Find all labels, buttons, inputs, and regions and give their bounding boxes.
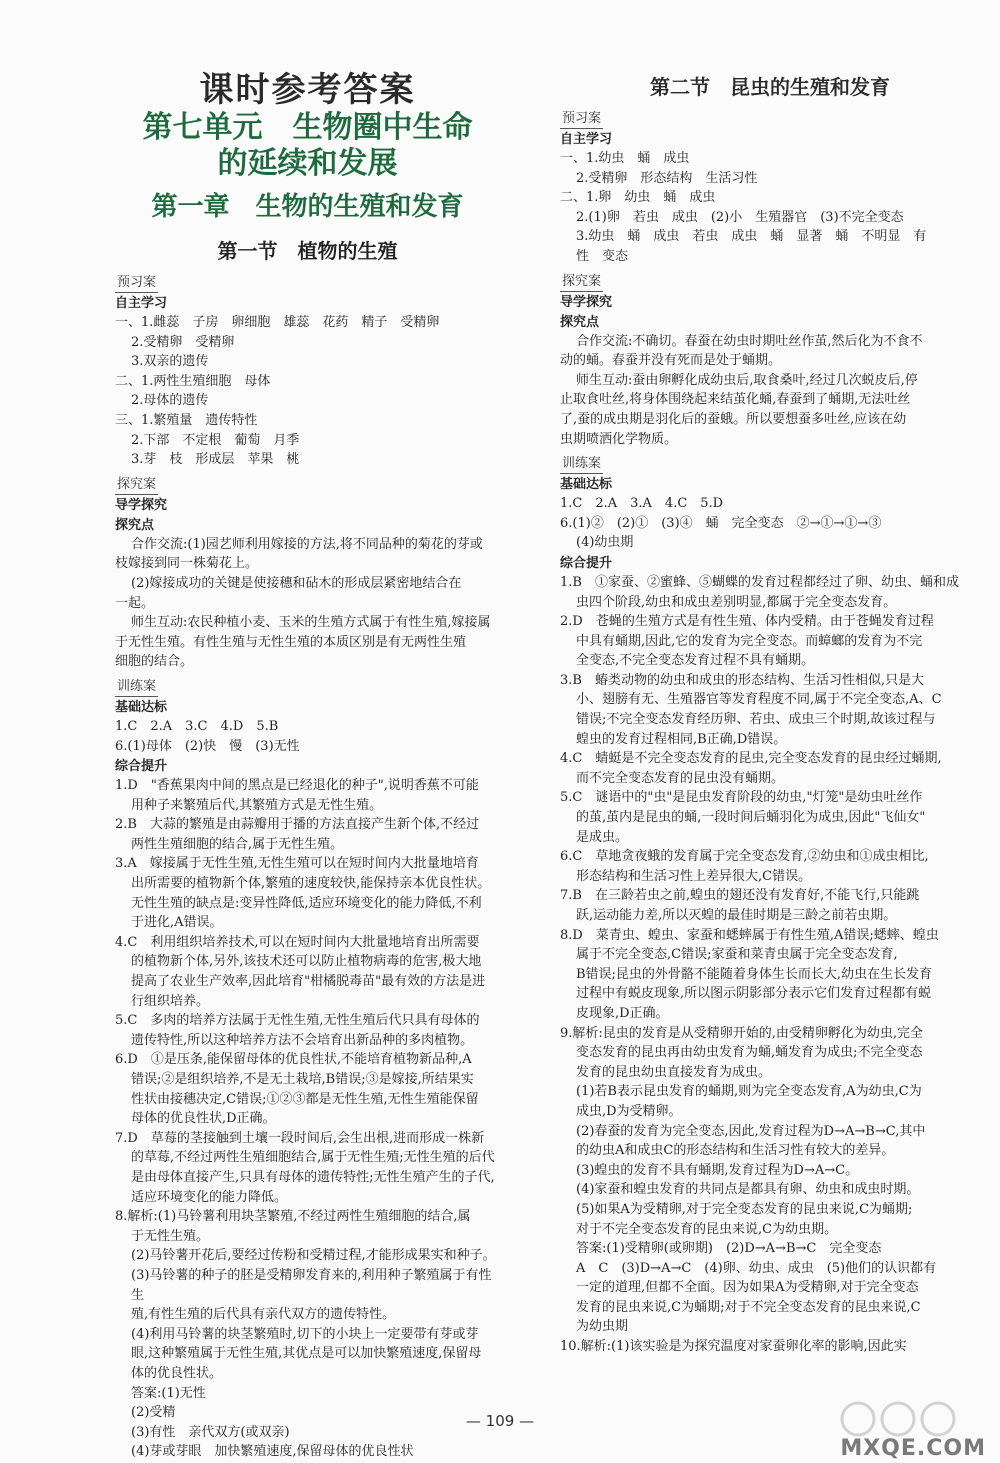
chapter-title: 第一章 生物的生殖和发育 <box>151 192 464 222</box>
line-row <box>115 633 500 653</box>
answer-line: 提高了农业生产效率,因此培育"柑橘脱毒苗"最有效的方法是进 <box>131 974 486 990</box>
answer-line: 体的优良性状。 <box>131 1365 223 1381</box>
line-row <box>115 295 500 313</box>
page-number: — 109 — <box>465 1412 535 1430</box>
answer-line: (3)蝗虫的发育不具有蛹期,发育过程为D→A→C。 <box>576 1162 859 1178</box>
line-row <box>560 1239 980 1259</box>
line-row <box>115 391 500 411</box>
answer-line: 2.受精卵 受精卵 <box>131 334 235 350</box>
answer-line: 出所需要的植物新个体,繁殖的速度较快,能保持亲本优良性状。 <box>131 876 491 892</box>
answer-line: 一起。 <box>115 595 155 611</box>
line-row <box>115 717 500 737</box>
line-row <box>560 351 980 371</box>
line-row <box>115 1305 500 1325</box>
answer-line: 3.双亲的遗传 <box>131 354 209 370</box>
answer-line: 合作交流:不确切。春蚕在幼虫时期吐丝作茧,然后化为不食不 <box>576 333 923 349</box>
answer-line: 2.受精卵 形态结构 生活习性 <box>576 170 758 186</box>
answer-line: 虫期喷洒化学物质。 <box>560 431 678 447</box>
line-row <box>115 1109 500 1129</box>
line-row <box>560 208 980 228</box>
answer-line: 的幼虫A和成虫C的形态结构和生活习性有较大的差异。 <box>576 1143 895 1159</box>
answer-line: 发育的昆虫来说,C为蛹期;对于不完全变态发育的昆虫来说,C <box>576 1299 921 1315</box>
line-row <box>560 965 980 985</box>
right-column <box>560 70 980 1357</box>
line-row <box>115 333 500 353</box>
answer-line: 答案:(1)受精卵(或卵期) (2)D→A→B→C 完全变态 <box>576 1241 882 1257</box>
section-title-right: 第二节 昆虫的生殖和发育 <box>650 75 890 99</box>
line-row <box>560 1337 980 1357</box>
answer-line: 枝嫁接到同一株菊花上。 <box>115 556 259 572</box>
answer-line: 5.C 多肉的培养方法属于无性生殖,无性生殖后代只具有母体的 <box>115 1013 480 1029</box>
answer-line: 变态发育的昆虫再由幼虫发育为蛹,蛹发育为成虫;不完全变态 <box>576 1045 923 1061</box>
line-row <box>560 371 980 391</box>
line-row <box>115 1090 500 1110</box>
line-row <box>560 267 980 292</box>
answer-line: 3.幼虫 蛹 成虫 若虫 成虫 蛹 显著 蛹 不明显 有 <box>576 229 927 245</box>
answer-line: 蝗虫的发育过程相同,B正确,D错误。 <box>576 731 787 747</box>
answer-line: 5.C 谜语中的"虫"是昆虫发育阶段的幼虫,"灯笼"是幼虫吐丝作 <box>560 790 923 806</box>
line-row <box>115 913 500 933</box>
line-row <box>560 1161 980 1181</box>
line-row <box>560 247 980 267</box>
line-row <box>560 593 980 613</box>
line-row <box>115 1011 500 1031</box>
subsection-heading: 自主学习 <box>560 132 613 147</box>
page-title: 课时参考答案 <box>199 70 416 110</box>
answer-line: 2.(1)卵 若虫 成虫 (2)小 生殖器官 (3)不完全变态 <box>576 209 904 225</box>
subsection-heading: 探究点 <box>560 314 600 330</box>
answer-line: 性状由接穗决定,C错误;①②③都是无性生殖,无性生殖能保留 <box>131 1091 479 1107</box>
answer-line: 7.D 草莓的茎接触到土壤一段时间后,会生出根,进而形成一株新 <box>115 1130 485 1146</box>
answer-line: 4.C 利用组织培养技术,可以在短时间内大批量地培育出所需要 <box>115 934 480 950</box>
answer-line: 全变态,不完全变态发育过程不具有蛹期。 <box>576 653 815 669</box>
line-row <box>560 1043 980 1063</box>
line-row <box>560 984 980 1004</box>
answer-line: 属于不完全变态,C错误;家蚕和菜青虫属于完全变态发育, <box>576 947 898 963</box>
line-row <box>115 1031 500 1051</box>
line-row <box>115 1148 500 1168</box>
answer-line: 10.解析:(1)该实验是为探究温度对家蚕卵化率的影响,因此实 <box>560 1339 907 1355</box>
answer-line: 止取食吐丝,将身体围绕起来结茧化蛹,春蚕到了蛹期,无法吐丝 <box>560 392 911 408</box>
line-row <box>115 1129 500 1149</box>
line-row <box>560 1141 980 1161</box>
answer-line: 于进化,A错误。 <box>131 915 223 931</box>
answer-line: 7.B 在三龄若虫之前,蝗虫的翅还没有发育好,不能飞行,只能跳 <box>560 888 920 904</box>
section-heading: 预习案 <box>115 274 158 293</box>
answer-line: 6.(1)② (2)① (3)④ 蛹 完全变态 ②→①→①→③ <box>560 515 882 531</box>
answer-line: 的植物新个体,另外,该技术还可以防止植物病毒的危害,极大地 <box>131 954 482 970</box>
answer-line: 错误;不完全变态发育经历卵、若虫、成虫三个时期,故该过程与 <box>576 712 936 728</box>
line-row <box>115 796 500 816</box>
answer-line: 答案:(1)无性 <box>131 1385 206 1401</box>
answer-line: 1.B ①家蚕、②蜜蜂、⑤蝴蝶的发育过程都经过了卵、幼虫、蛹和成 <box>560 574 959 590</box>
subsection-heading: 综合提升 <box>560 555 613 571</box>
answer-line: 1.C 2.A 3.C 4.D 5.B <box>115 718 279 734</box>
line-row <box>560 390 980 410</box>
answer-line: 三、1.繁殖量 遗传特性 <box>115 412 258 428</box>
line-row <box>115 672 500 697</box>
line-row <box>115 1168 500 1188</box>
answer-line: 一、1.幼虫 蛹 成虫 <box>560 151 690 166</box>
answer-line: 9.解析:昆虫的发育是从受精卵开始的,由受精卵孵化为幼虫,完全 <box>560 1025 924 1041</box>
section-heading: 探究案 <box>560 273 603 292</box>
answer-line: 虫四个阶段,幼虫和成虫差别明显,都属于完全变态发育。 <box>576 594 897 610</box>
answer-line: 适应环境变化的能力降低。 <box>131 1189 288 1205</box>
answer-line: 2.下部 不定根 葡萄 月季 <box>131 432 300 448</box>
line-row <box>560 906 980 926</box>
line-row <box>560 188 980 208</box>
answer-line: 中具有蛹期,因此,它的发育为完全变态。而蟑螂的发育为不完 <box>576 633 923 649</box>
line-row <box>115 874 500 894</box>
line-row <box>560 1278 980 1298</box>
line-row <box>115 815 500 835</box>
line-row <box>115 1050 500 1070</box>
answer-line: 对于不完全变态发育的昆虫来说,C为幼虫期。 <box>576 1221 838 1237</box>
watermark-text: MXQE.COM <box>840 1436 986 1461</box>
section-heading: 探究案 <box>115 476 158 495</box>
answer-line: 4.C 蜻蜓是不完全变态发育的昆虫,完全变态发育的昆虫经过蛹期, <box>560 751 942 767</box>
line-row <box>115 517 500 535</box>
line-row <box>560 514 980 534</box>
line-row <box>115 835 500 855</box>
unit-title-line2: 的延续和发展 <box>217 146 398 181</box>
line-row <box>115 1442 500 1462</box>
line-row <box>560 533 980 553</box>
line-row <box>115 613 500 633</box>
line-row <box>115 497 500 515</box>
answer-line: 了,蚕的成虫期是羽化后的蚕蛾。所以要想蚕多吐丝,应该在幼 <box>560 411 907 427</box>
line-row <box>560 104 980 129</box>
answer-line: 8.D 菜青虫、蝗虫、家蚕和蟋蟀属于有性生殖,A错误;蟋蟀、蝗虫 <box>560 927 939 943</box>
answer-line: 殖,有性生殖的后代具有亲代双方的遗传特性。 <box>131 1307 396 1323</box>
line-row <box>560 1063 980 1083</box>
line-row <box>560 886 980 906</box>
answer-line: 动的蛹。春蚕并没有死而是处于蛹期。 <box>560 353 782 369</box>
answer-line: (1)若B表示昆虫发育的蛹期,则为完全变态发育,A为幼虫,C为 <box>576 1084 922 1100</box>
line-row <box>115 574 500 594</box>
line-row <box>560 227 980 247</box>
section-heading: 训练案 <box>115 678 158 697</box>
line-row <box>115 1207 500 1227</box>
answer-line: 而不完全变态发育的昆虫没有蛹期。 <box>576 770 785 786</box>
answer-line: 的茧,茧内是昆虫的蛹,一段时间后蛹羽化为成虫,因此"飞仙女" <box>576 810 926 826</box>
answer-line: 皮现象,D正确。 <box>576 1005 669 1021</box>
answer-line: (2)春蚕的发育为完全变态,因此,发育过程为D→A→B→C,其中 <box>576 1123 926 1139</box>
line-row <box>560 788 980 808</box>
section-heading: 训练案 <box>560 455 603 474</box>
answer-line: 师生互动:农民种植小麦、玉米的生殖方式属于有性生殖,嫁接属 <box>131 615 491 631</box>
answer-line: (2)嫁接成功的关键是使接穗和砧木的形成层紧密地结合在 <box>131 575 462 591</box>
subsection-heading: 导学探究 <box>115 497 168 513</box>
answer-line: 1.D "香蕉果肉中间的黑点是已经退化的种子",说明香蕉不可能 <box>115 778 479 794</box>
subsection-heading: 基础达标 <box>560 477 613 493</box>
answer-line: 母体的优良性状,D正确。 <box>131 1111 276 1127</box>
line-row <box>115 699 500 717</box>
answer-line: 用种子来繁殖后代,其繁殖方式是无性生殖。 <box>131 797 383 813</box>
line-row <box>115 652 500 672</box>
answer-line: (2)马铃薯开花后,要经过传粉和受精过程,才能形成果实和种子。 <box>131 1248 496 1264</box>
line-row <box>560 294 980 312</box>
line-row <box>115 992 500 1012</box>
line-row <box>115 1188 500 1208</box>
line-row <box>560 867 980 887</box>
line-row <box>560 926 980 946</box>
answer-line: 二、1.两性生殖细胞 母体 <box>115 373 271 389</box>
line-row <box>115 1266 500 1305</box>
answer-line: 2.D 苍蝇的生殖方式是有性生殖、体内受精。由于苍蝇发育过程 <box>560 614 934 630</box>
answer-line: 是由母体直接产生,只具有母体的遗传特性;无性生殖产生的子代, <box>131 1169 495 1185</box>
line-row <box>560 1259 980 1279</box>
answer-line: 眼,这种繁殖属于无性生殖,其优点是可以加快繁殖速度,保留母 <box>131 1346 482 1362</box>
answer-line: (5)如果A为受精卵,对于完全变态发育的昆虫来说,C为蛹期; <box>576 1201 913 1217</box>
line-row <box>560 1220 980 1240</box>
line-row <box>560 1122 980 1142</box>
subsection-heading: 探究点 <box>115 517 155 533</box>
section-heading: 预习案 <box>560 110 603 129</box>
answer-line: 3.A 嫁接属于无性生殖,无性生殖可以在短时间内大批量地培育 <box>115 856 479 872</box>
line-row <box>115 758 500 776</box>
line-row <box>560 769 980 789</box>
answer-line: 6.C 草地贪夜蛾的发育属于完全变态发育,②幼虫和①成虫相比, <box>560 849 929 865</box>
line-row <box>115 894 500 914</box>
answer-line: (3)马铃薯的种子的胚是受精卵发育来的,利用种子繁殖属于有性生 <box>131 1267 492 1303</box>
answer-line: 为幼虫期 <box>576 1319 629 1335</box>
answer-line: A C (3)D→A→C (4)卵、幼虫、成虫 (5)他们的认识都有 <box>576 1260 937 1276</box>
answer-line: (4)家蚕和蝗虫发育的共同点是都具有卵、幼虫和成虫时期。 <box>576 1182 920 1198</box>
line-row <box>115 268 500 293</box>
answer-line: (4)幼虫期 <box>576 535 634 551</box>
answer-line: 细胞的结合。 <box>115 654 194 670</box>
line-row <box>560 1082 980 1102</box>
line-row <box>560 828 980 848</box>
line-row <box>560 476 980 494</box>
answer-line: 合作交流:(1)园艺师利用嫁接的方法,将不同品种的菊花的芽或 <box>131 536 483 552</box>
answer-line: 2.母体的遗传 <box>131 393 209 409</box>
line-row <box>560 410 980 430</box>
answer-line: (2)受精 <box>131 1405 176 1421</box>
answer-line: 师生互动:蚕由卵孵化成幼虫后,取食桑叶,经过几次蜕皮后,停 <box>576 372 918 388</box>
line-row <box>115 1344 500 1364</box>
left-body <box>115 268 500 1462</box>
line-row <box>115 450 500 470</box>
line-row <box>560 1004 980 1024</box>
line-row <box>560 1298 980 1318</box>
line-row <box>560 1024 980 1044</box>
line-row <box>115 411 500 431</box>
answer-line: 两性生殖细胞的结合,属于无性生殖。 <box>131 836 344 852</box>
answer-line: 于无性生殖。有性生殖与无性生殖的本质区别是有无两性生殖 <box>115 634 467 650</box>
line-row <box>560 314 980 332</box>
answer-line: (4)利用马铃薯的块茎繁殖时,切下的小块上一定要带有芽或芽 <box>131 1326 479 1342</box>
subsection-heading: 导学探究 <box>560 294 613 310</box>
line-row <box>115 933 500 953</box>
line-row <box>115 1227 500 1247</box>
answer-line: 成虫,D为受精卵。 <box>576 1103 682 1119</box>
answer-line: 行组织培养。 <box>131 993 210 1009</box>
unit-title-line1: 第七单元 生物圈中生命 <box>142 110 473 145</box>
line-row <box>560 612 980 632</box>
section-title: 第一节 植物的生殖 <box>217 239 398 263</box>
answer-line: 一定的道理,但都不全面。因为如果A为受精卵,对于完全变态 <box>576 1280 919 1296</box>
line-row <box>115 535 500 555</box>
line-row <box>115 1325 500 1345</box>
answer-line: 一、1.雌蕊 子房 卵细胞 雄蕊 花药 精子 受精卵 <box>115 315 440 330</box>
line-row <box>560 430 980 450</box>
line-row <box>115 352 500 372</box>
subsection-heading: 基础达标 <box>115 699 168 715</box>
line-row <box>115 554 500 574</box>
line-row <box>560 332 980 352</box>
line-row <box>560 808 980 828</box>
line-row <box>115 1246 500 1266</box>
right-body <box>560 104 980 1357</box>
answer-line: 形态结构和生活习性上差异很大,C错误。 <box>576 868 812 884</box>
line-row <box>115 972 500 992</box>
answer-line: 3.芽 枝 形成层 苹果 桃 <box>131 452 300 468</box>
line-row <box>115 372 500 392</box>
answer-line: 无性生殖的缺点是:变异性降低,适应环境变化的能力降低,不利 <box>131 895 482 911</box>
answer-line: 的草莓,不经过两性生殖细胞结合,属于无性生殖;无性生殖的后代 <box>131 1150 495 1166</box>
answer-line: 二、1.卵 幼虫 蛹 成虫 <box>560 190 716 206</box>
line-row <box>115 952 500 972</box>
answer-line: 性 变态 <box>576 248 629 264</box>
line-row <box>115 854 500 874</box>
line-row <box>560 149 980 169</box>
answer-line: 小、翅膀有无、生殖器官等发育程度不同,属于不完全变态,A、C <box>576 692 942 708</box>
line-row <box>560 494 980 514</box>
line-row <box>115 776 500 796</box>
line-row <box>560 651 980 671</box>
subsection-heading: 自主学习 <box>115 296 168 311</box>
line-row <box>560 1200 980 1220</box>
line-row <box>115 594 500 614</box>
line-row <box>560 1102 980 1122</box>
line-row <box>560 710 980 730</box>
line-row <box>560 847 980 867</box>
answer-line: (3)有性 亲代双方(或双亲) <box>131 1424 290 1440</box>
answer-line: 错误;②是组织培养,不是无土栽培,B错误;③是嫁接,所结果实 <box>131 1072 474 1087</box>
line-row <box>560 632 980 652</box>
line-row <box>560 573 980 593</box>
answer-line: 8.解析:(1)马铃薯利用块茎繁殖,不经过两性生殖细胞的结合,属 <box>115 1209 471 1225</box>
answer-line: 6.D ①是压条,能保留母体的优良性状,不能培育植物新品种,A <box>115 1052 472 1068</box>
answer-line: 3.B 蝽类动物的幼虫和成虫的形态结构、生活习性相似,只是大 <box>560 672 925 688</box>
line-row <box>560 749 980 769</box>
line-row <box>115 1070 500 1090</box>
line-row <box>115 1384 500 1404</box>
line-row <box>560 169 980 189</box>
answer-line: B错误;昆虫的外骨骼不能随着身体生长而长大,幼虫在生长发育 <box>576 966 933 982</box>
answer-line: 是成虫。 <box>576 829 629 845</box>
answer-line: 于无性生殖。 <box>131 1228 210 1244</box>
line-row <box>560 131 980 149</box>
answer-line: 1.C 2.A 3.A 4.C 5.D <box>560 496 724 512</box>
line-row <box>560 671 980 691</box>
line-row <box>115 737 500 757</box>
subsection-heading: 综合提升 <box>115 759 168 775</box>
answer-line: 发育的昆虫幼虫直接发育为成虫。 <box>576 1064 772 1080</box>
left-column <box>115 70 500 1462</box>
line-row <box>560 1317 980 1337</box>
line-row <box>560 730 980 750</box>
answer-line: (4)芽或芽眼 加快繁殖速度,保留母体的优良性状 <box>131 1444 414 1460</box>
answer-line: 跃,运动能力差,所以灭蝗的最佳时期是三龄之前若虫期。 <box>576 908 897 923</box>
line-row <box>560 449 980 474</box>
line-row <box>560 690 980 710</box>
line-row <box>115 1364 500 1384</box>
line-row <box>115 431 500 451</box>
line-row <box>560 945 980 965</box>
line-row <box>560 1180 980 1200</box>
line-row <box>115 470 500 495</box>
answer-line: 2.B 大蒜的繁殖是由蒜瓣用于播的方法直接产生新个体,不经过 <box>115 817 480 833</box>
answer-line: 过程中有蜕皮现象,所以图示阴影部分表示它们发育过程都有蜕 <box>576 986 932 1002</box>
line-row <box>115 313 500 333</box>
line-row <box>560 555 980 573</box>
answer-line: 遗传特性,所以这种培养方法不会培育出新品种的多肉植物。 <box>131 1032 474 1048</box>
answer-line: 6.(1)母体 (2)快 慢 (3)无性 <box>115 738 300 754</box>
